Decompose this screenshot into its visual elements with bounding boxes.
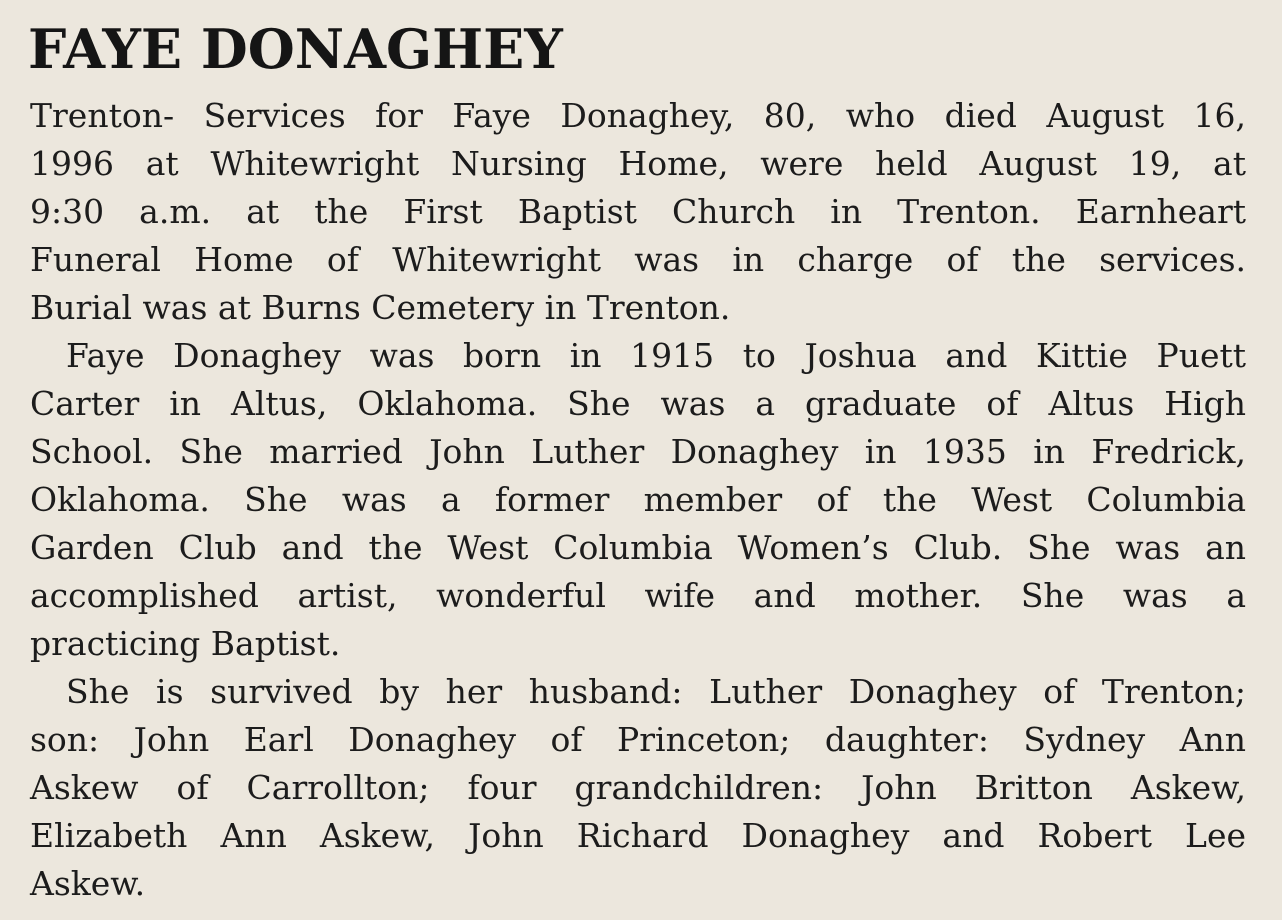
text-line: Funeral Home of Whitewright was in charge of the services. — [30, 240, 1246, 279]
text-line: Trenton- Services for Faye Donaghey, 80, who died August 16, — [30, 96, 1246, 135]
text-line: accomplished artist, wonderful wife and mother. She was a — [30, 576, 1246, 615]
text-line: School. She married John Luther Donaghey in 1935 in Fredrick, — [30, 432, 1246, 471]
text-line: Askew. — [30, 864, 146, 903]
text-line: Elizabeth Ann Askew, John Richard Donaghey and Robert Lee — [30, 816, 1246, 855]
text-line: 1996 at Whitewright Nursing Home, were held August 19, at — [30, 144, 1246, 183]
text-line: Burial was at Burns Cemetery in Trenton. — [30, 288, 731, 327]
text-line: Garden Club and the West Columbia Women’s Club. She was an — [30, 528, 1246, 567]
text-line: She is survived by her husband: Luther Donaghey of Trenton; — [66, 672, 1246, 711]
text-line: Askew of Carrollton; four grandchildren: John Britton Askew, — [30, 768, 1246, 807]
obituary-headline: FAYE DONAGHEY — [28, 17, 563, 81]
text-line: 9:30 a.m. at the First Baptist Church in Trenton. Earnheart — [30, 192, 1246, 231]
text-line: son: John Earl Donaghey of Princeton; daughter: Sydney Ann — [30, 720, 1246, 759]
text-line: Carter in Altus, Oklahoma. She was a graduate of Altus High — [30, 384, 1246, 423]
text-line: Oklahoma. She was a former member of the West Columbia — [30, 480, 1246, 519]
text-line: Faye Donaghey was born in 1915 to Joshua and Kittie Puett — [66, 336, 1246, 375]
text-line: practicing Baptist. — [30, 624, 341, 663]
